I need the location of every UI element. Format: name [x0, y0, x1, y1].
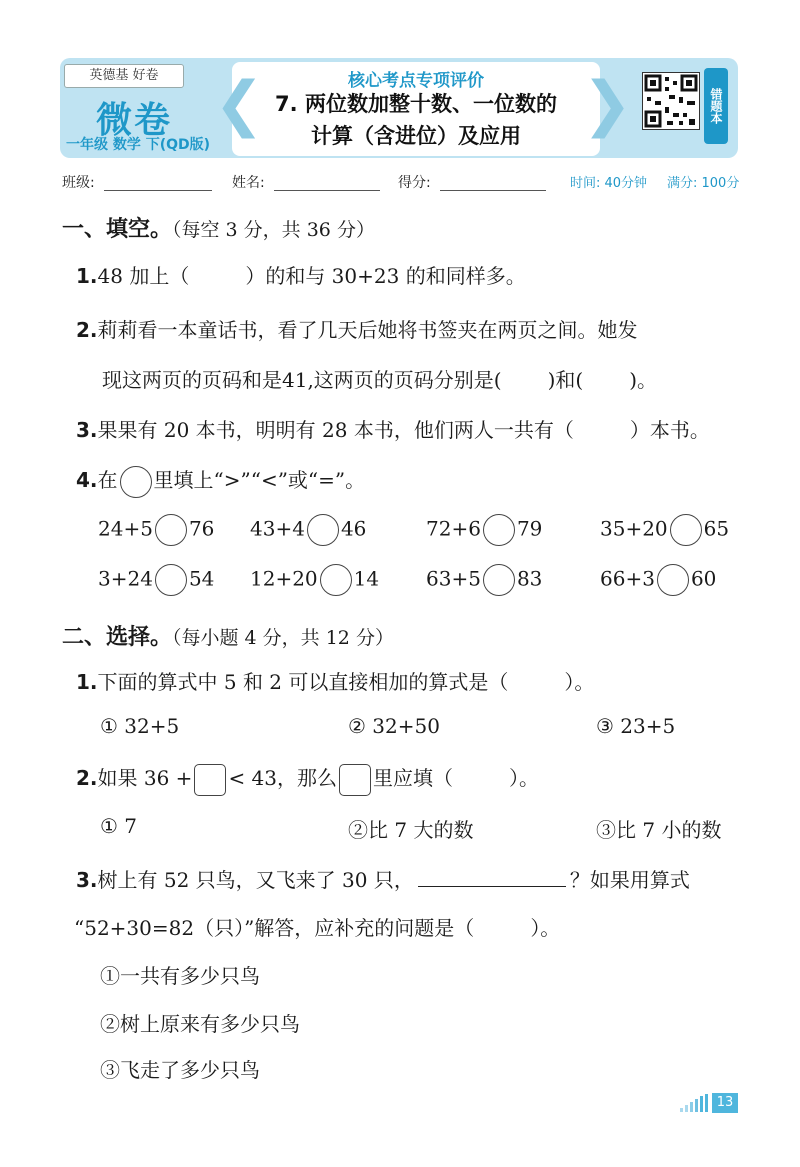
answer-box-icon	[339, 764, 371, 796]
class-label: 班级:	[62, 175, 95, 191]
compare-circle-icon	[120, 466, 152, 498]
question-2-3: 3.树上有 52 只鸟，又飞来了 30 只， ？如果用算式	[76, 868, 690, 892]
class-field[interactable]	[104, 190, 212, 191]
compare-item: 43+4 46	[250, 514, 366, 546]
option[interactable]: ③ 23+5	[596, 714, 676, 738]
compare-item: 63+5 83	[426, 564, 542, 596]
compare-item: 72+6 79	[426, 514, 542, 546]
option[interactable]: ① 7	[100, 814, 138, 838]
page-bars-icon	[680, 1094, 710, 1112]
question-1-3: 3.果果有 20 本书，明明有 28 本书，他们两人一共有（ ）本书。	[76, 418, 710, 442]
full-score: 满分: 100分	[667, 176, 740, 191]
time-limit: 时间: 40分钟	[570, 176, 648, 191]
brand-title: 微卷	[96, 99, 173, 141]
option[interactable]: ① 32+5	[100, 714, 180, 738]
score-label: 得分:	[398, 175, 431, 191]
compare-circle[interactable]	[155, 564, 187, 596]
chevron-left-icon: ❮	[214, 69, 265, 139]
compare-item: 35+20 65	[600, 514, 729, 546]
question-2-2: 2.如果 36 + < 43，那么 里应填（ ）。	[76, 762, 539, 796]
score-field[interactable]	[440, 190, 546, 191]
question-1-2-cont: 现这两页的页码和是41,这两页的页码分别是( )和( )。	[102, 368, 658, 392]
compare-item: 24+5 76	[98, 514, 214, 546]
answer-line[interactable]	[418, 868, 566, 887]
compare-circle[interactable]	[307, 514, 339, 546]
compare-circle[interactable]	[657, 564, 689, 596]
compare-circle[interactable]	[155, 514, 187, 546]
compare-circle[interactable]	[670, 514, 702, 546]
brand-subtitle: 一年级 数学 下(QD版)	[66, 137, 211, 153]
question-2-3-cont: “52+30=82（只）”解答，应补充的问题是（ ）。	[74, 916, 561, 940]
qr-code-icon	[642, 72, 700, 130]
option[interactable]: ② 32+50	[348, 714, 440, 738]
question-1-1: 1.48 加上（ ）的和与 30+23 的和同样多。	[76, 264, 526, 288]
option[interactable]: ②树上原来有多少只鸟	[100, 1012, 300, 1036]
option[interactable]: ②比 7 大的数	[348, 818, 474, 842]
name-field[interactable]	[274, 190, 380, 191]
page-title-line2: 计算（含进位）及应用	[311, 124, 521, 148]
question-2-1: 1.下面的算式中 5 和 2 可以直接相加的算式是（ ）。	[76, 670, 595, 694]
option[interactable]: ①一共有多少只鸟	[100, 964, 260, 988]
page-title-line1: 7. 两位数加整十数、一位数的	[275, 92, 557, 116]
section-heading-choice: 二、选择。（每小题 4 分，共 12 分）	[62, 625, 394, 650]
name-label: 姓名:	[232, 175, 265, 191]
option[interactable]: ③飞走了多少只鸟	[100, 1058, 260, 1082]
compare-item: 12+20 14	[250, 564, 379, 596]
question-1-2: 2.莉莉看一本童话书，看了几天后她将书签夹在两页之间。她发	[76, 318, 638, 342]
question-1-4: 4.在 里填上“>”“<”或“=”。	[76, 464, 365, 498]
chevron-right-icon: ❯	[582, 69, 633, 139]
answer-box[interactable]	[194, 764, 226, 796]
compare-item: 66+3 60	[600, 564, 716, 596]
compare-circle[interactable]	[483, 514, 515, 546]
option[interactable]: ③比 7 小的数	[596, 818, 722, 842]
title-kicker: 核心考点专项评价	[348, 71, 484, 91]
compare-item: 3+24 54	[98, 564, 214, 596]
mistake-book-tag: 错题本	[704, 68, 728, 144]
brand-logo: 英德基 好卷	[64, 64, 184, 88]
compare-circle[interactable]	[483, 564, 515, 596]
compare-circle[interactable]	[320, 564, 352, 596]
page-number: 13	[712, 1093, 738, 1113]
section-heading-fill: 一、填空。（每空 3 分，共 36 分）	[62, 217, 375, 242]
